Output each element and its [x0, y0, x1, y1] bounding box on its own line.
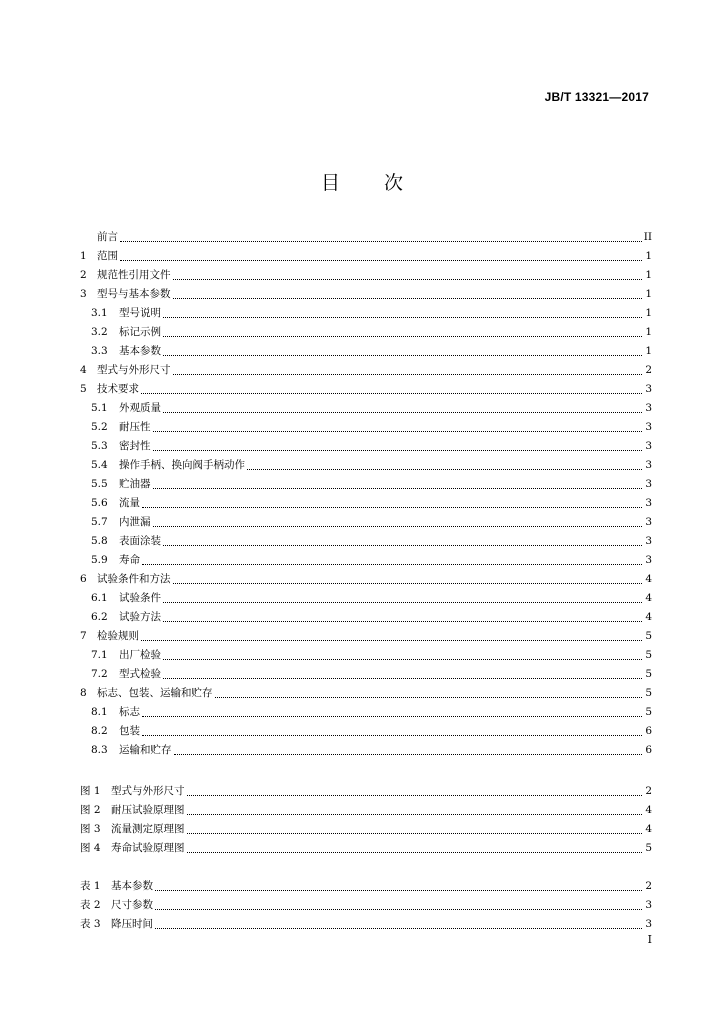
toc-entry-number: 3.3: [91, 344, 108, 357]
toc-entry-page: 3: [645, 458, 652, 471]
toc-entry-number: 5.6: [91, 496, 108, 509]
toc-entry-page: 5: [645, 629, 652, 642]
toc-entry-page: 5: [645, 841, 652, 854]
toc-entry-label: 标记示例: [119, 326, 161, 338]
toc-entry-page: 4: [645, 822, 652, 835]
toc-entry-label: 试验方法: [119, 611, 161, 623]
toc-entry[interactable]: [80, 683, 652, 702]
figure-entry[interactable]: [80, 838, 652, 857]
toc-entry-label: 试验条件和方法: [97, 573, 171, 585]
toc-entry-label: 密封性: [119, 440, 151, 452]
toc-entry-label: 型号说明: [119, 307, 161, 319]
toc-entry[interactable]: [80, 455, 652, 474]
toc-entry-number: 7.1: [91, 648, 108, 661]
dot-leader: [155, 927, 642, 929]
dot-leader: [142, 715, 642, 717]
dot-leader: [142, 563, 642, 565]
toc-entry-page: 3: [645, 553, 652, 566]
toc-entry[interactable]: [80, 569, 652, 588]
dot-leader: [163, 316, 642, 318]
toc-entry-number: 5.2: [91, 420, 108, 433]
toc-entry-number: 3.2: [91, 325, 108, 338]
toc-entry-page: 3: [645, 515, 652, 528]
toc-entry-page: 3: [645, 477, 652, 490]
standard-code: JB/T 13321—2017: [544, 90, 649, 104]
dot-leader: [163, 620, 642, 622]
toc-entry[interactable]: [80, 379, 652, 398]
toc-entry[interactable]: [80, 436, 652, 455]
toc-entry-label: 降压时间: [111, 918, 153, 930]
toc-entry-page: 4: [645, 591, 652, 604]
dot-leader: [173, 297, 643, 299]
toc-entry-label: 包装: [119, 725, 140, 737]
toc-entry-label: 前言: [97, 231, 118, 243]
toc-entry-page: 6: [645, 724, 652, 737]
dot-leader: [141, 639, 642, 641]
toc-entry-label: 流量: [119, 497, 140, 509]
toc-entry-label: 耐压试验原理图: [111, 804, 185, 816]
toc-entry-number: 5.4: [91, 458, 108, 471]
toc-entry-label: 型式与外形尺寸: [97, 364, 171, 376]
toc-entry-label: 型式与外形尺寸: [111, 785, 185, 797]
toc-entry[interactable]: [80, 607, 652, 626]
dot-leader: [120, 240, 642, 242]
toc-entry-label: 规范性引用文件: [97, 269, 171, 281]
toc-entry-number: 5.3: [91, 439, 108, 452]
toc-entry-label: 内泄漏: [119, 516, 151, 528]
toc-entry-label: 操作手柄、换向阀手柄动作: [119, 459, 245, 471]
toc-entry-number: 1: [80, 249, 87, 262]
toc-entry-number: 5.8: [91, 534, 108, 547]
dot-leader: [153, 430, 643, 432]
toc-entry-label: 寿命试验原理图: [111, 842, 185, 854]
toc-entry-label: 型号与基本参数: [97, 288, 171, 300]
toc-entry-page: 3: [645, 534, 652, 547]
dot-leader: [215, 696, 643, 698]
dot-leader: [173, 278, 643, 280]
dot-leader: [153, 525, 643, 527]
figure-entry[interactable]: [80, 819, 652, 838]
toc-entry-label: 耐压性: [119, 421, 151, 433]
toc-entry-page: 3: [645, 898, 652, 911]
toc-entry[interactable]: [80, 645, 652, 664]
toc-entry-number: 5: [80, 382, 87, 395]
dot-leader: [187, 794, 643, 796]
toc-entry-number: 5.1: [91, 401, 108, 414]
toc-entry-number: 8.2: [91, 724, 108, 737]
toc-entry-number: 图 3: [80, 823, 101, 835]
toc-entry-page: 1: [645, 344, 652, 357]
dot-leader: [120, 259, 642, 261]
toc-entry-label: 技术要求: [97, 383, 139, 395]
toc-entry-number: 5.7: [91, 515, 108, 528]
toc-entry-label: 试验条件: [119, 592, 161, 604]
toc-entry-number: 表 2: [80, 899, 101, 911]
toc-entry-page: 2: [645, 363, 652, 376]
toc-entry[interactable]: [80, 588, 652, 607]
toc-entry[interactable]: [80, 246, 652, 265]
toc-entry-label: 出厂检验: [119, 649, 161, 661]
toc-entry-page: 6: [645, 743, 652, 756]
toc-entry-label: 标志、包装、运输和贮存: [97, 687, 213, 699]
toc-entry-number: 图 1: [80, 785, 101, 797]
toc-entry[interactable]: [80, 493, 652, 512]
dot-leader: [163, 658, 642, 660]
toc-entry-number: 表 3: [80, 918, 101, 930]
toc-entry-label: 检验规则: [97, 630, 139, 642]
toc-entry-label: 标志: [119, 706, 140, 718]
toc-entry-label: 流量测定原理图: [111, 823, 185, 835]
table-entry[interactable]: [80, 876, 652, 895]
toc-entry[interactable]: [80, 417, 652, 436]
toc-entry-page: 1: [645, 306, 652, 319]
toc-entry-page: 1: [645, 325, 652, 338]
toc-entry-label: 外观质量: [119, 402, 161, 414]
toc-entry-page: 3: [645, 496, 652, 509]
toc-entry-number: 8: [80, 686, 87, 699]
toc-entry-number: 7: [80, 629, 87, 642]
toc-entry[interactable]: [80, 265, 652, 284]
toc-entry[interactable]: [80, 702, 652, 721]
table-list: [80, 876, 652, 933]
dot-leader: [163, 335, 642, 337]
dot-leader: [173, 373, 643, 375]
toc-entry-number: 6.1: [91, 591, 108, 604]
toc-entry-page: 3: [645, 401, 652, 414]
dot-leader: [155, 889, 642, 891]
toc-entry[interactable]: [80, 341, 652, 360]
dot-leader: [163, 601, 642, 603]
dot-leader: [247, 468, 642, 470]
table-entry[interactable]: [80, 914, 652, 933]
dot-leader: [174, 753, 643, 755]
toc-entry-label: 运输和贮存: [119, 744, 172, 756]
toc-entry-label: 范围: [97, 250, 118, 262]
dot-leader: [163, 354, 642, 356]
toc-entry-label: 基本参数: [119, 345, 161, 357]
dot-leader: [153, 487, 643, 489]
page-title: 目次: [320, 172, 447, 194]
toc-entry-number: 2: [80, 268, 87, 281]
toc-entry[interactable]: [80, 322, 652, 341]
toc-entry-number: 8.1: [91, 705, 108, 718]
toc-entry-page: 4: [645, 803, 652, 816]
toc-entry-number: 表 1: [80, 880, 101, 892]
toc-entry-page: 1: [645, 268, 652, 281]
dot-leader: [155, 908, 642, 910]
dot-leader: [163, 544, 642, 546]
toc-entry[interactable]: [80, 474, 652, 493]
toc-entry[interactable]: [80, 721, 652, 740]
dot-leader: [173, 582, 643, 584]
toc-entry-page: 2: [645, 879, 652, 892]
toc-entry-page: 3: [645, 382, 652, 395]
dot-leader: [163, 411, 642, 413]
toc-entry-number: 8.3: [91, 743, 108, 756]
dot-leader: [163, 677, 642, 679]
toc-entry-page: 4: [645, 610, 652, 623]
toc-entry-label: 尺寸参数: [111, 899, 153, 911]
toc-entry-label: 型式检验: [119, 668, 161, 680]
toc-entry[interactable]: [80, 740, 652, 759]
toc-entry-number: 4: [80, 363, 87, 376]
toc-entry[interactable]: [80, 303, 652, 322]
toc-entry[interactable]: [80, 664, 652, 683]
dot-leader: [142, 506, 642, 508]
toc-entry-page: 3: [645, 917, 652, 930]
toc-entry-number: 图 4: [80, 842, 101, 854]
toc-entry-number: 5.9: [91, 553, 108, 566]
toc-entry[interactable]: [80, 512, 652, 531]
toc-entry-label: 贮油器: [119, 478, 151, 490]
toc-entry-page: 3: [645, 439, 652, 452]
toc-entry-page: 5: [645, 705, 652, 718]
toc-entry-number: 3.1: [91, 306, 108, 319]
dot-leader: [141, 392, 642, 394]
toc-entry-number: 5.5: [91, 477, 108, 490]
toc-entry[interactable]: [80, 227, 652, 246]
toc-entry-page: 2: [645, 784, 652, 797]
toc-entry-page: 5: [645, 686, 652, 699]
toc-entry-page: 3: [645, 420, 652, 433]
toc-entry[interactable]: [80, 284, 652, 303]
toc-list: [80, 227, 652, 759]
toc-entry-page: 1: [645, 287, 652, 300]
toc-entry-page: 5: [645, 648, 652, 661]
toc-entry-page: 5: [645, 667, 652, 680]
toc-entry[interactable]: [80, 550, 652, 569]
toc-entry-label: 基本参数: [111, 880, 153, 892]
table-entry[interactable]: [80, 895, 652, 914]
toc-entry-label: 表面涂装: [119, 535, 161, 547]
figure-entry[interactable]: [80, 781, 652, 800]
page-number: I: [647, 933, 652, 946]
toc-entry[interactable]: [80, 398, 652, 417]
toc-entry-label: 寿命: [119, 554, 140, 566]
toc-entry-page: 1: [645, 249, 652, 262]
toc-entry-page: II: [643, 230, 652, 243]
toc-entry-number: 6.2: [91, 610, 108, 623]
toc-entry-number: 图 2: [80, 804, 101, 816]
toc-entry-page: 4: [645, 572, 652, 585]
toc-entry[interactable]: [80, 360, 652, 379]
toc-entry[interactable]: [80, 626, 652, 645]
dot-leader: [142, 734, 642, 736]
toc-entry-number: 3: [80, 287, 87, 300]
dot-leader: [187, 813, 643, 815]
toc-entry-number: 7.2: [91, 667, 108, 680]
figure-entry[interactable]: [80, 800, 652, 819]
toc-entry-number: 6: [80, 572, 87, 585]
dot-leader: [187, 851, 643, 853]
toc-entry[interactable]: [80, 531, 652, 550]
figure-list: [80, 781, 652, 857]
dot-leader: [153, 449, 643, 451]
dot-leader: [187, 832, 643, 834]
